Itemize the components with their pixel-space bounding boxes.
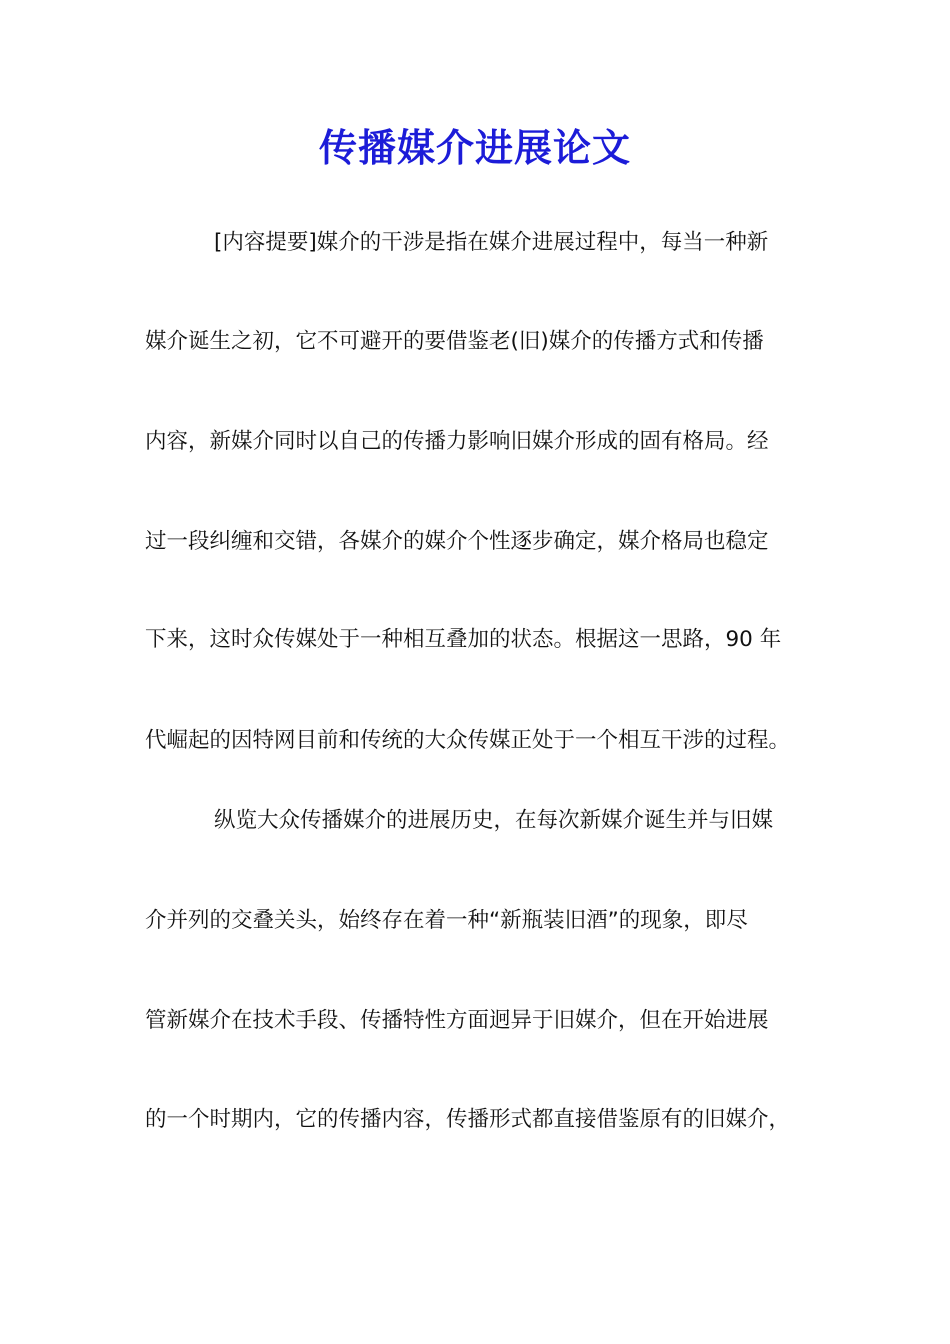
text-line: 的一个时期内，它的传播内容，传播形式都直接借鉴原有的旧媒介， xyxy=(145,1107,791,1132)
text-line: 管新媒介在技术手段、传播特性方面迥异于旧媒介，但在开始进展 xyxy=(145,1008,769,1033)
text-line: 内容，新媒介同时以自己的传播力影响旧媒介形成的固有格局。经 xyxy=(145,429,769,454)
text-line: 下来，这时众传媒处于一种相互叠加的状态。根据这一思路，90 年 xyxy=(145,627,782,652)
document-title: 传播媒介进展论文 xyxy=(318,125,631,170)
text-line: 媒介诞生之初，它不可避开的要借鉴老(旧)媒介的传播方式和传播 xyxy=(145,329,764,354)
text-line: 过一段纠缠和交错，各媒介的媒介个性逐步确定，媒介格局也稳定 xyxy=(145,529,769,554)
text-line: 代崛起的因特网目前和传统的大众传媒正处于一个相互干涉的过程。 xyxy=(145,728,791,753)
text-line: [内容提要]媒介的干涉是指在媒介进展过程中，每当一种新 xyxy=(214,230,769,255)
text-line: 纵览大众传播媒介的进展历史，在每次新媒介诞生并与旧媒 xyxy=(214,808,774,833)
text-line: 介并列的交叠关头，始终存在着一种“新瓶装旧酒”的现象，即尽 xyxy=(145,908,748,933)
